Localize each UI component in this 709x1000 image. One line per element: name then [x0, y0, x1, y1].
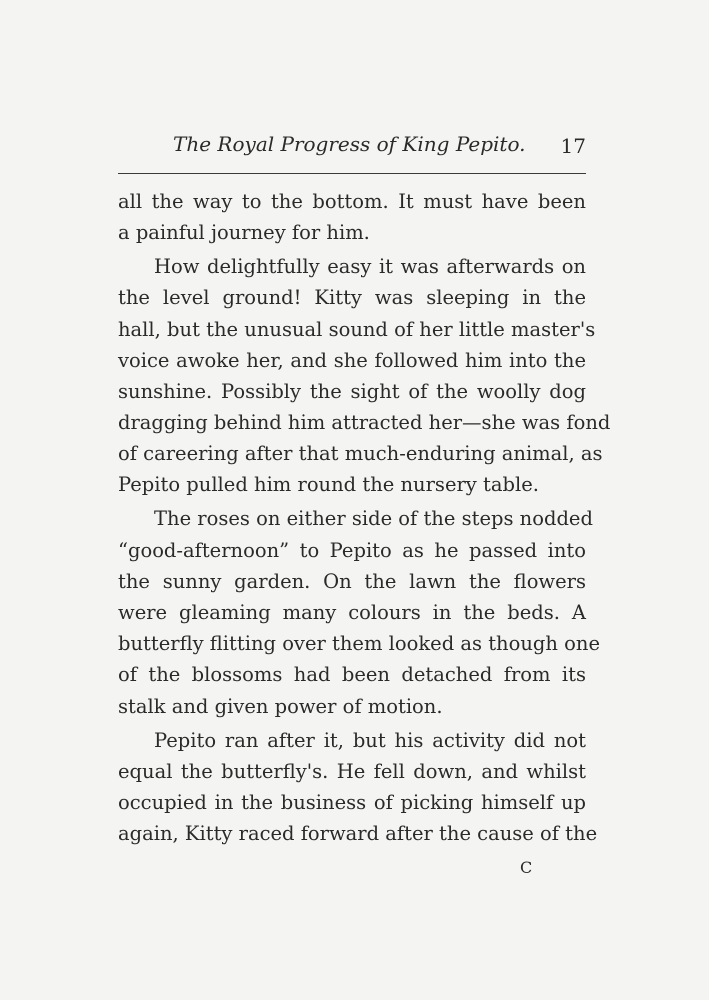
- text-line: equal the butterfly's. He fell down, and whilst: [118, 759, 586, 783]
- text-line: Pepito ran after it, but his activity did not: [154, 728, 586, 752]
- text-line: a painful journey for him.: [118, 221, 370, 245]
- paragraph: [118, 725, 598, 850]
- text-line: sunshine. Possibly the sight of the woolly dog: [118, 379, 586, 403]
- text-line: the sunny garden. On the lawn the flowers: [118, 569, 586, 593]
- text-line: butterfly flitting over them looked as though one: [118, 632, 600, 656]
- body-text: [118, 186, 611, 849]
- text-line: Pepito pulled him round the nursery table.: [118, 473, 539, 497]
- text-line: of careering after that much-enduring animal, as: [118, 442, 603, 466]
- text-line: stalk and given power of motion.: [118, 694, 443, 718]
- header-rule: [118, 173, 586, 174]
- signature-mark: C: [520, 858, 534, 877]
- text-line: hall, but the unusual sound of her little master's: [118, 317, 596, 341]
- text-line: were gleaming many colours in the beds. A: [118, 601, 586, 625]
- paragraph: [118, 503, 600, 721]
- text-line: all the way to the bottom. It must have been: [118, 190, 586, 213]
- paragraph: [118, 186, 586, 248]
- running-head: [118, 132, 588, 162]
- text-line: The roses on either side of the steps nodded: [154, 507, 593, 531]
- text-line: occupied in the business of picking himself up: [118, 790, 586, 814]
- text-line: voice awoke her, and she followed him into the: [118, 348, 586, 372]
- running-title: The Royal Progress of King Pepito.: [173, 132, 526, 156]
- paragraph: [118, 251, 611, 501]
- text-line: dragging behind him attracted her—she was fond: [118, 411, 611, 435]
- text-line: “good-afternoon” to Pepito as he passed into: [118, 538, 586, 562]
- text-line: the level ground! Kitty was sleeping in the: [118, 286, 586, 310]
- text-line: How delightfully easy it was afterwards on: [154, 255, 586, 279]
- text-line: again, Kitty raced forward after the cause of the: [118, 822, 598, 846]
- page-number: 17: [560, 134, 586, 158]
- text-line: of the blossoms had been detached from its: [118, 663, 586, 687]
